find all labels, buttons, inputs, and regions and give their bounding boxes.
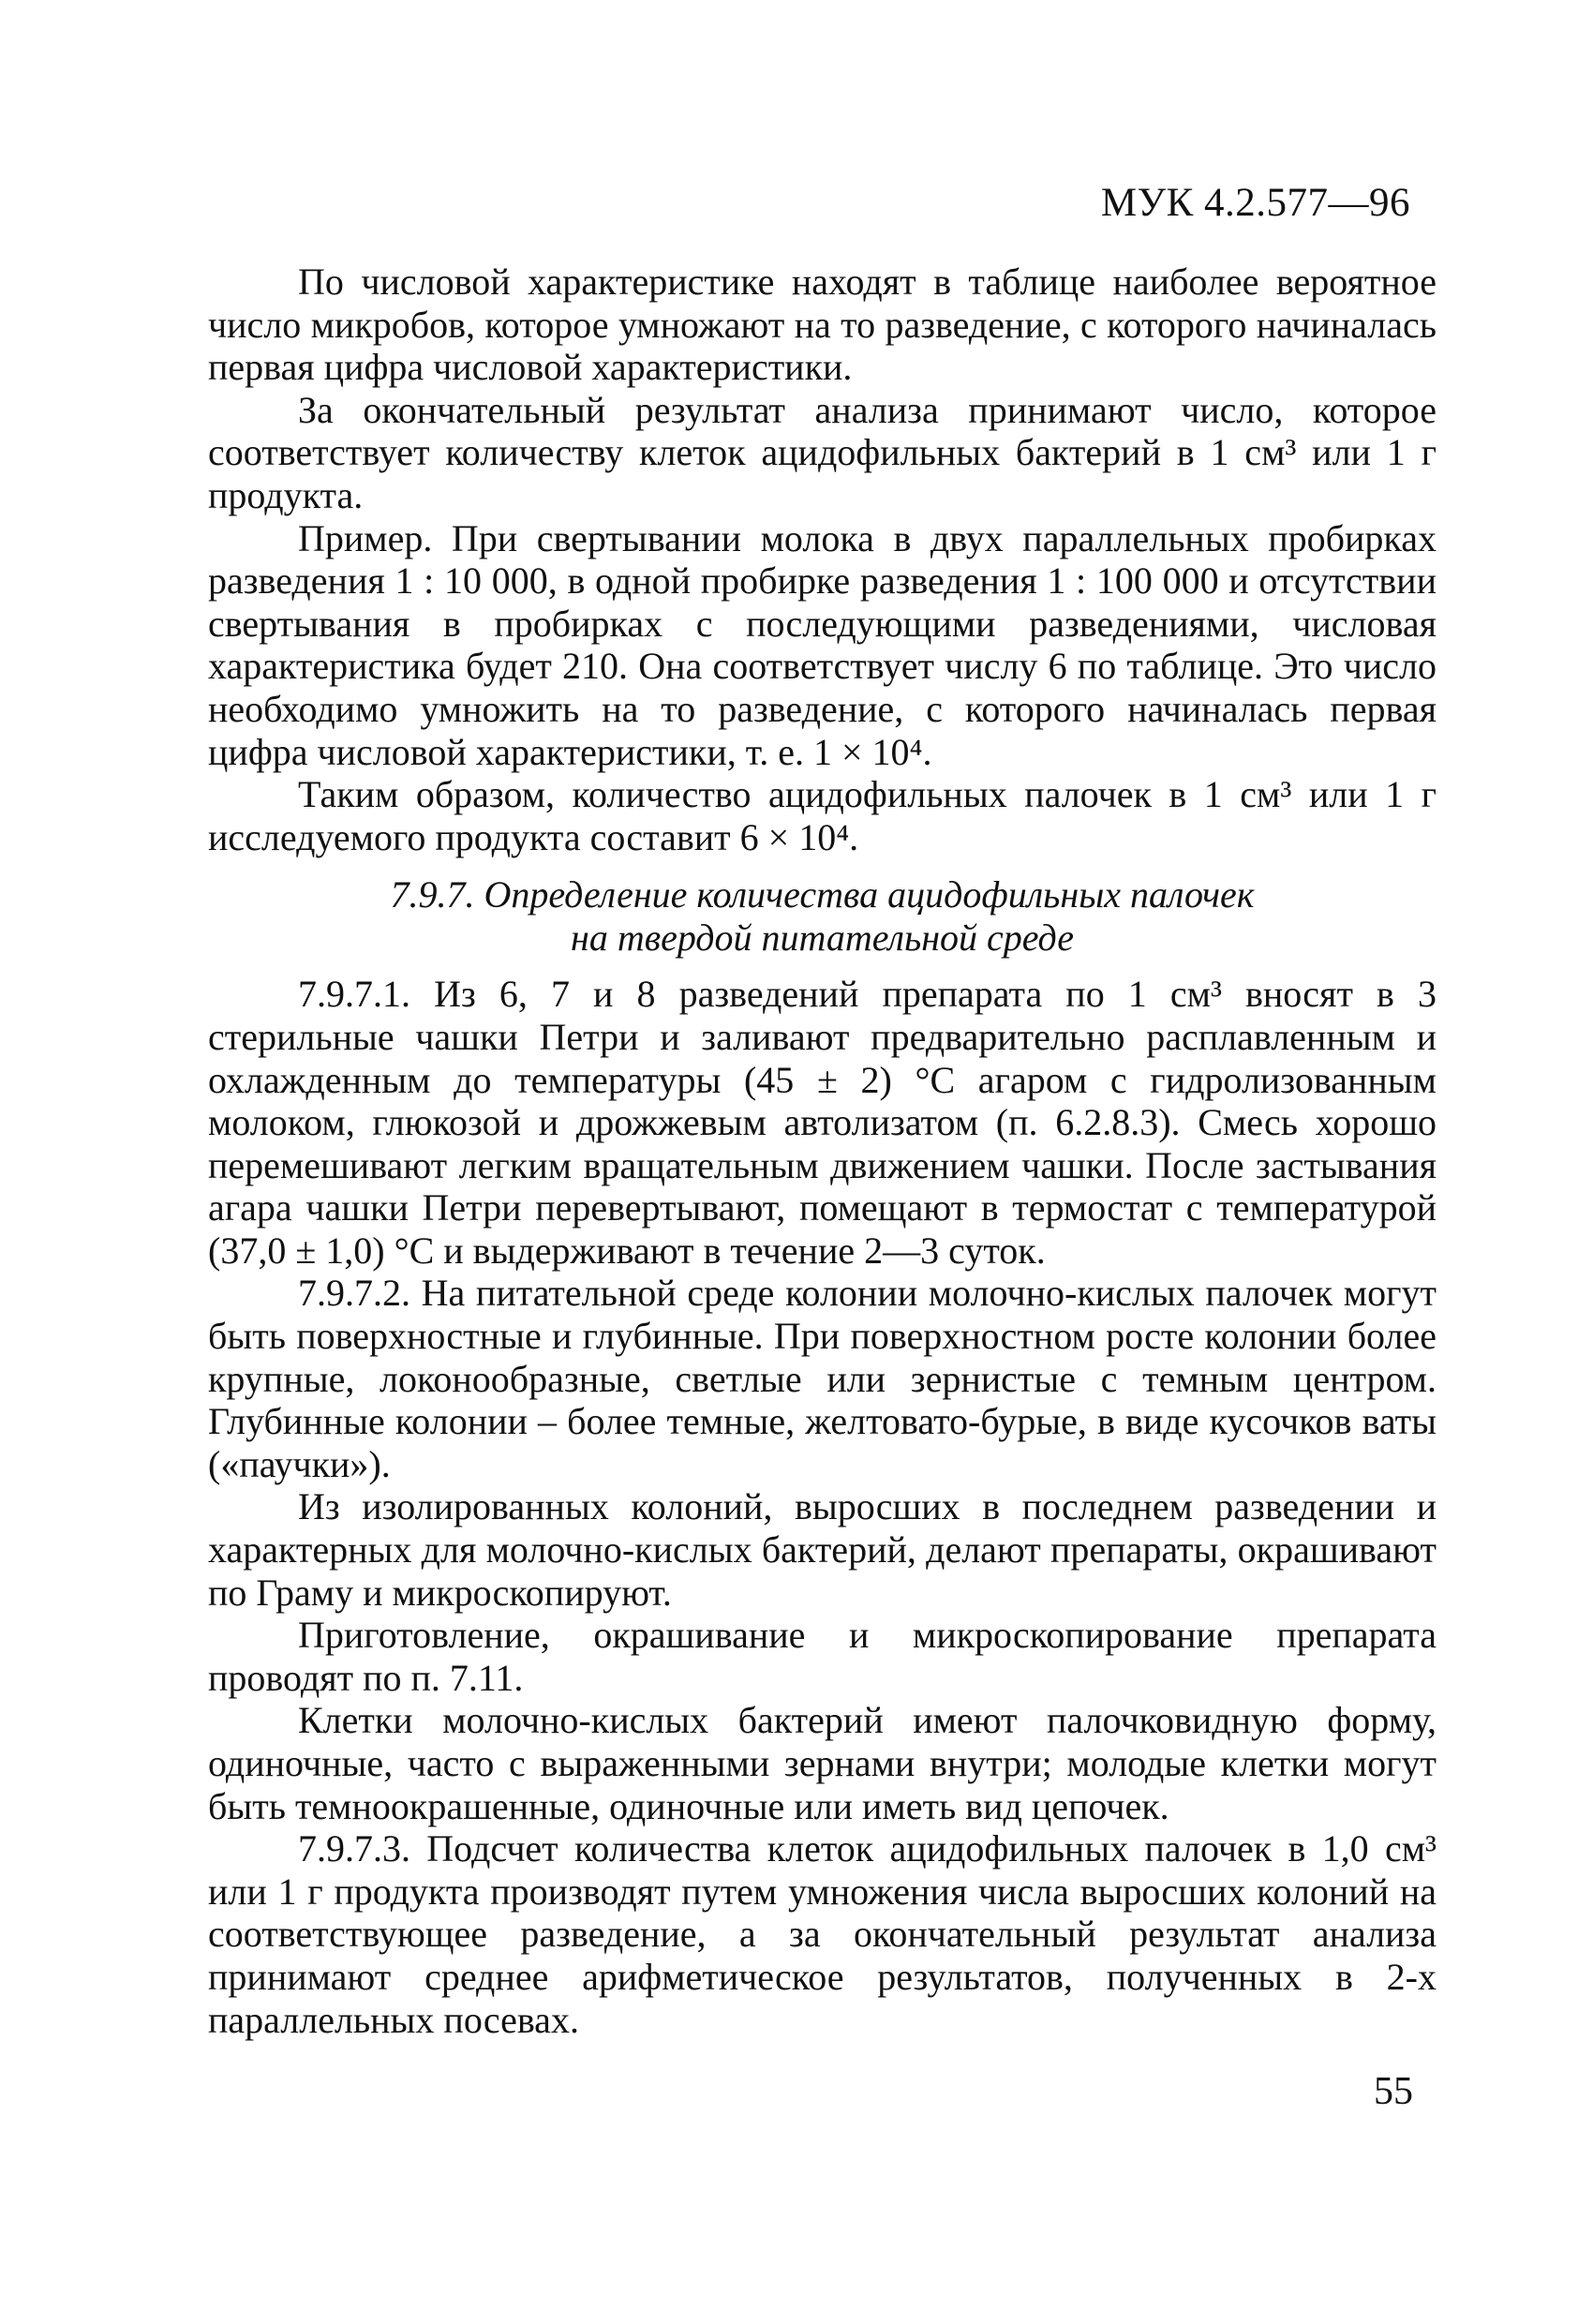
section-heading-line-1: 7.9.7. Определение количества ацидофильных палочек: [390, 873, 1255, 916]
paragraph-example: Пример. При свертывании молока в двух параллельных пробирках разведения 1 : 10 000, в одной пробирке разведения 1 : 100 000 и отсутствии свертывания в пробирках с последующими разведениями, числовая характеристика будет 210. Она соответствует числу 6 по таблице. Это число необходимо умножить на то разведение, с которого начиналась первая цифра числовой характеристики, т. е. 1 × 10⁴.: [208, 516, 1437, 773]
paragraph-7-9-7-2: 7.9.7.2. На питательной среде колонии молочно-кислых палочек могут быть поверхностные и глубинные. При поверхностном росте колонии более крупные, локонообразные, светлые или зернистые с темным центром. Глубинные колонии – более темные, желтовато-бурые, в виде кусочков ваты («паучки»).: [208, 1272, 1437, 1485]
paragraph-staining: Приготовление, окрашивание и микроскопирование препарата проводят по п. 7.11.: [208, 1614, 1437, 1699]
paragraph-conclusion: Таким образом, количество ацидофильных палочек в 1 см³ или 1 г исследуемого продукта составит 6 × 10⁴.: [208, 773, 1437, 858]
section-heading-line-2: на твердой питательной среде: [570, 916, 1075, 960]
paragraph-7-9-7-3: 7.9.7.3. Подсчет количества клеток ацидофильных палочек в 1,0 см³ или 1 г продукта производят путем умножения числа выросших колоний на соответствующее разведение, а за окончательный результат анализа принимают среднее арифметическое результатов, полученных в 2-х параллельных посевах.: [208, 1827, 1437, 2041]
paragraph-isolated-colonies: Из изолированных колоний, выросших в последнем разведении и характерных для молочно-кислых бактерий, делают препараты, окрашивают по Граму и микроскопируют.: [208, 1485, 1437, 1614]
page-body: [208, 261, 1437, 2041]
paragraph-7-9-7-1: 7.9.7.1. Из 6, 7 и 8 разведений препарата по 1 см³ вносят в 3 стерильные чашки Петри и заливают предварительно расплавленным и охлажденным до температуры (45 ± 2) °С агаром с гидролизованным молоком, глюкозой и дрожжевым автолизатом (п. 6.2.8.3). Смесь хорошо перемешивают легким вращательным движением чашки. После застывания агара чашки Петри перевертывают, помещают в термостат с температурой (37,0 ± 1,0) °С и выдерживают в течение 2—3 суток.: [208, 973, 1437, 1272]
paragraph-table-lookup: По числовой характеристике находят в таблице наиболее вероятное число микробов, которое умножают на то разведение, с которого начиналась первая цифра числовой характеристики.: [208, 261, 1437, 389]
page-number: 55: [1374, 2070, 1413, 2113]
paragraph-final-result: За окончательный результат анализа принимают число, которое соответствует количеству клеток ацидофильных бактерий в 1 см³ или 1 г продукта.: [208, 388, 1437, 516]
document-code: МУК 4.2.577—96: [1100, 181, 1410, 225]
paragraph-cell-morphology: Клетки молочно-кислых бактерий имеют палочковидную форму, одиночные, часто с выраженными зернами внутри; молодые клетки могут быть темноокрашенные, одиночные или иметь вид цепочек.: [208, 1699, 1437, 1827]
section-heading: [208, 873, 1437, 960]
